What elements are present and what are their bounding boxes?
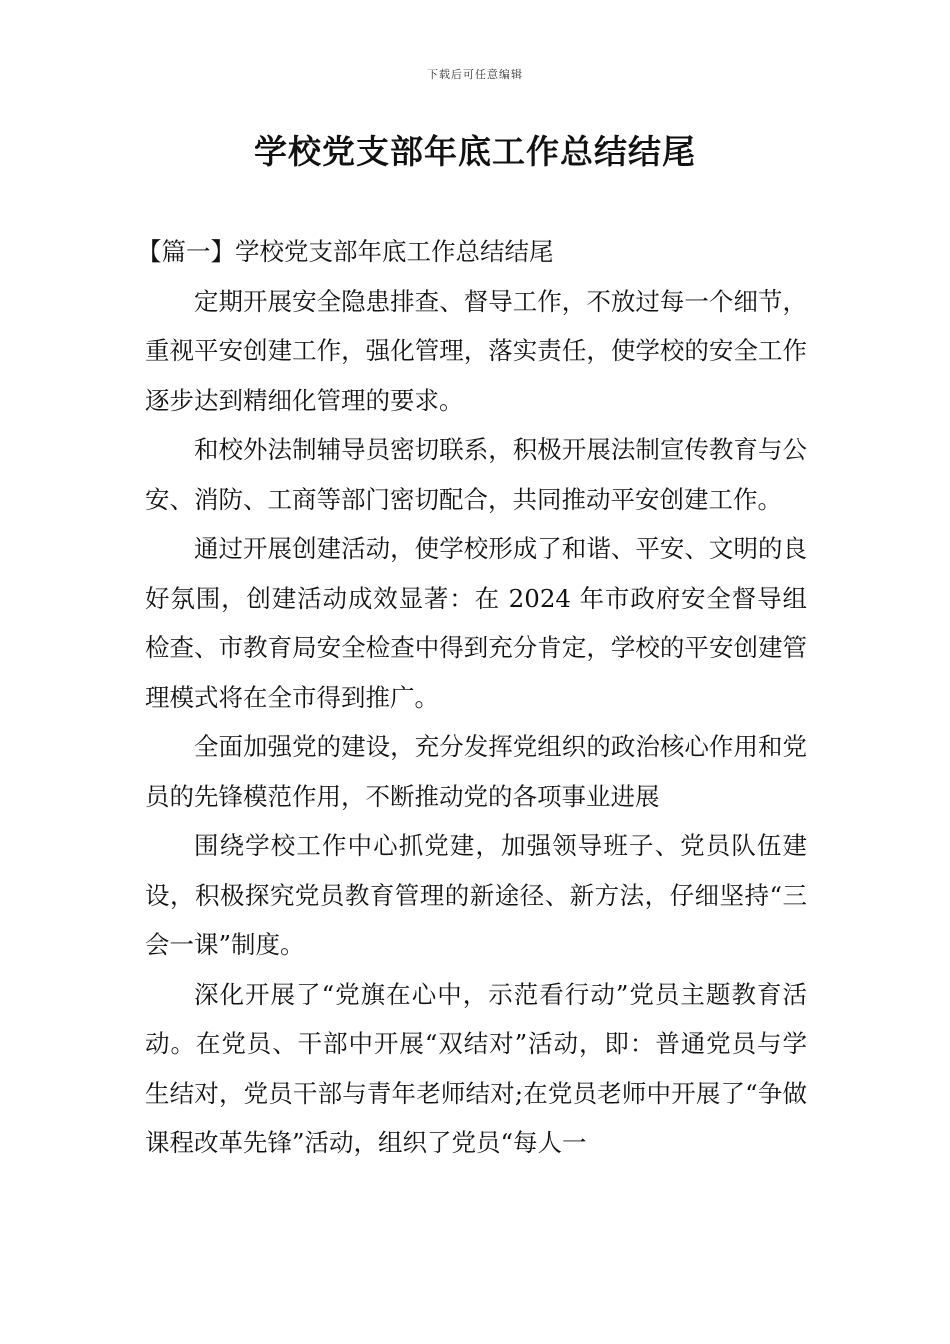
document-title: 学校党支部年底工作总结结尾 xyxy=(254,132,696,171)
section-heading: 【篇一】学校党支部年底工作总结结尾 xyxy=(137,237,554,266)
paragraph: 和校外法制辅导员密切联系，积极开展法制宣传教育与公安、消防、工商等部门密切配合，共同推动平安创建工作。 xyxy=(145,435,807,514)
paragraph: 通过开展创建活动，使学校形成了和谐、平安、文明的良好氛围，创建活动成效显著：在 2024 年市政府安全督导组检查、市教育局安全检查中得到充分肯定，学校的平安创建管理模式将在全市得到推广。 xyxy=(145,534,807,712)
paragraph: 围绕学校工作中心抓党建，加强领导班子、党员队伍建设，积极探究党员教育管理的新途径、新方法，仔细坚持“三会一课”制度。 xyxy=(145,831,807,959)
paragraph: 定期开展安全隐患排查、督导工作，不放过每一个细节，重视平安创建工作，强化管理，落实责任，使学校的安全工作逐步达到精细化管理的要求。 xyxy=(145,286,807,415)
paragraph: 深化开展了“党旗在心中，示范看行动”党员主题教育活动。在党员、干部中开展“双结对”活动，即：普通党员与学生结对，党员干部与青年老师结对;在党员老师中开展了“争做课程改革先锋”活动，组织了党员“每人一 xyxy=(145,979,807,1157)
document-body xyxy=(137,227,807,1168)
header-note: 下载后可任意编辑 xyxy=(427,68,523,81)
paragraph: 全面加强党的建设，充分发挥党组织的政治核心作用和党员的先锋模范作用，不断推动党的各项事业进展 xyxy=(145,732,807,811)
